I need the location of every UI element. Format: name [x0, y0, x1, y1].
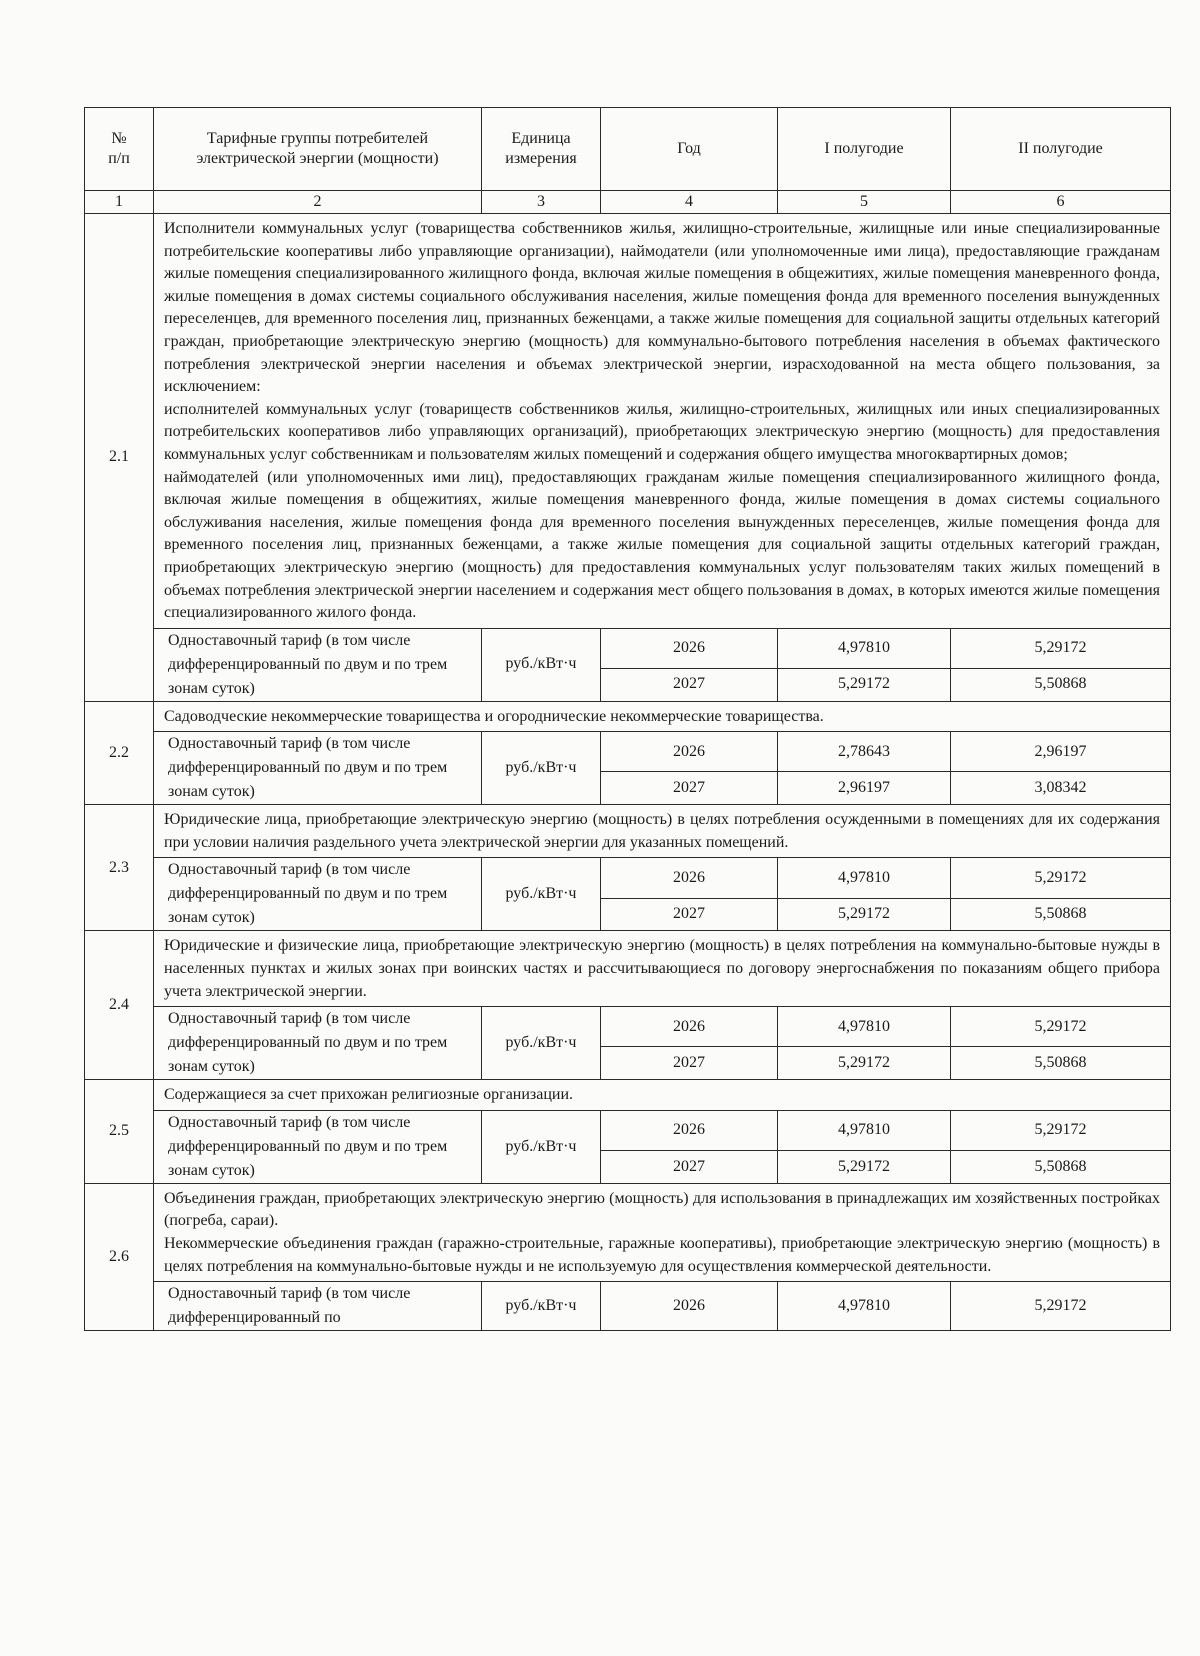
- tariff-name: Одноставочный тариф (в том числе дифференцированный по двум и по трем зонам суток): [154, 732, 482, 805]
- tariff-name: Одноставочный тариф (в том числе дифференцированный по двум и по трем зонам суток): [154, 628, 482, 701]
- description-paragraph: наймодателей (или уполномоченных ими лиц), предоставляющих гражданам жилые помещения специализированного жилищного фонда, включая жилые помещения в общежитиях, жилые помещения маневренного фонда, жилые помещения в домах системы социального обслуживания населения, жилые помещения фонда для временного поселения вынужденных переселенцев, жилые помещения фонда для временного поселения лиц, признанных беженцами, а также жилые помещения для социальной защиты отдельных категорий граждан, приобретающих электрическую энергию (мощность) для предоставления коммунальных услуг пользователям таких жилых помещений в объемах потребления электрической энергии населением и содержания мест общего пользования в домах, в которых имеются жилые помещения специализированного жилого фонда.: [164, 468, 1160, 622]
- column-number: 4: [601, 191, 778, 214]
- section-description-row: [85, 805, 1171, 858]
- description-paragraph: Содержащиеся за счет прихожан религиозные организации.: [164, 1086, 574, 1104]
- tariff-year: 2026: [601, 1007, 778, 1047]
- column-number: 1: [85, 191, 154, 214]
- tariff-unit: руб./кВт·ч: [482, 1110, 601, 1183]
- second-half-value: 5,50868: [951, 1047, 1171, 1080]
- header-consumer-groups: Тарифные группы потребителей электрической энергии (мощности): [154, 108, 482, 191]
- tariff-name: Одноставочный тариф (в том числе дифференцированный по двум и по трем зонам суток): [154, 858, 482, 931]
- first-half-value: 5,29172: [778, 898, 951, 931]
- section-description: [154, 701, 1171, 732]
- tariff-year: 2027: [601, 1150, 778, 1183]
- tariff-year: 2026: [601, 858, 778, 898]
- table-header-row: [85, 108, 1171, 191]
- tariff-year: 2027: [601, 1047, 778, 1080]
- section-number: 2.1: [85, 214, 154, 702]
- second-half-value: 5,29172: [951, 1110, 1171, 1150]
- tariff-name: Одноставочный тариф (в том числе дифференцированный по двум и по трем зонам суток): [154, 1110, 482, 1183]
- first-half-value: 5,29172: [778, 668, 951, 701]
- tariff-year: 2026: [601, 1282, 778, 1331]
- tariff-value-row: [85, 628, 1171, 668]
- column-number: 3: [482, 191, 601, 214]
- tariff-unit: руб./кВт·ч: [482, 1282, 601, 1331]
- second-half-value: 2,96197: [951, 732, 1171, 772]
- tariff-table: [84, 107, 1171, 1331]
- second-half-value: 5,50868: [951, 898, 1171, 931]
- first-half-value: 2,96197: [778, 772, 951, 805]
- section-description: [154, 1183, 1171, 1281]
- description-paragraph: Некоммерческие объединения граждан (гаражно-строительные, гаражные кооперативы), приобретающие электрическую энергию (мощность) в целях потребления на коммунально-бытовые нужды и не используемую для осуществления коммерческой деятельности.: [164, 1235, 1160, 1275]
- tariff-value-row: [85, 858, 1171, 898]
- second-half-value: 5,29172: [951, 858, 1171, 898]
- section-description-row: [85, 931, 1171, 1007]
- tariff-value-row: [85, 1007, 1171, 1047]
- tariff-name: Одноставочный тариф (в том числе дифференцированный по двум и по трем зонам суток): [154, 1007, 482, 1080]
- column-number: 2: [154, 191, 482, 214]
- section-description-row: [85, 1183, 1171, 1281]
- second-half-value: 5,50868: [951, 1150, 1171, 1183]
- tariff-year: 2027: [601, 772, 778, 805]
- header-number: № п/п: [85, 108, 154, 191]
- section-description-row: [85, 1080, 1171, 1111]
- section-description-row: [85, 701, 1171, 732]
- first-half-value: 2,78643: [778, 732, 951, 772]
- section-description: [154, 805, 1171, 858]
- first-half-value: 4,97810: [778, 628, 951, 668]
- section-description: [154, 214, 1171, 629]
- description-paragraph: Юридические и физические лица, приобретающие электрическую энергию (мощность) в целях потребления на коммунально-бытовые нужды в населенных пунктах и жилых зонах при воинских частях и рассчитывающиеся по договору энергоснабжения по показаниям общего прибора учета электрической энергии.: [164, 937, 1160, 1000]
- header-unit: Единица измерения: [482, 108, 601, 191]
- first-half-value: 4,97810: [778, 1282, 951, 1331]
- second-half-value: 5,29172: [951, 1282, 1171, 1331]
- tariff-unit: руб./кВт·ч: [482, 1007, 601, 1080]
- tariff-value-row: [85, 732, 1171, 772]
- tariff-year: 2027: [601, 668, 778, 701]
- first-half-value: 5,29172: [778, 1150, 951, 1183]
- description-paragraph: Юридические лица, приобретающие электрическую энергию (мощность) в целях потребления осужденными в помещениях для их содержания при условии наличия раздельного учета электрической энергии для указанных помещений.: [164, 811, 1160, 851]
- tariff-name: Одноставочный тариф (в том числе дифференцированный по: [154, 1282, 482, 1331]
- second-half-value: 5,29172: [951, 1007, 1171, 1047]
- column-number: 5: [778, 191, 951, 214]
- tariff-unit: руб./кВт·ч: [482, 628, 601, 701]
- section-number: 2.4: [85, 931, 154, 1080]
- section-description-row: [85, 214, 1171, 629]
- column-number: 6: [951, 191, 1171, 214]
- description-paragraph: Объединения граждан, приобретающих электрическую энергию (мощность) для использования в принадлежащих им хозяйственных постройках (погреба, сараи).: [164, 1189, 1160, 1230]
- tariff-year: 2026: [601, 1110, 778, 1150]
- tariff-year: 2026: [601, 628, 778, 668]
- tariff-year: 2027: [601, 898, 778, 931]
- section-number: 2.3: [85, 805, 154, 931]
- header-year: Год: [601, 108, 778, 191]
- first-half-value: 4,97810: [778, 1110, 951, 1150]
- second-half-value: 3,08342: [951, 772, 1171, 805]
- section-description: [154, 1080, 1171, 1111]
- description-paragraph: Садоводческие некоммерческие товарищества и огороднические некоммерческие товарищества.: [164, 707, 824, 725]
- description-paragraph: исполнителей коммунальных услуг (товариществ собственников жилья, жилищно-строительных, жилищных или иных специализированных потребительских кооперативов либо управляющих организаций), приобретающих электрическую энергию (мощность) для предоставления коммунальных услуг собственникам и пользователям жилых помещений и содержания общего имущества многоквартирных домов;: [164, 400, 1160, 463]
- section-number: 2.2: [85, 701, 154, 805]
- first-half-value: 4,97810: [778, 858, 951, 898]
- first-half-value: 4,97810: [778, 1007, 951, 1047]
- table-body: [85, 214, 1171, 1331]
- section-number: 2.6: [85, 1183, 154, 1330]
- second-half-value: 5,50868: [951, 668, 1171, 701]
- tariff-unit: руб./кВт·ч: [482, 732, 601, 805]
- tariff-unit: руб./кВт·ч: [482, 858, 601, 931]
- tariff-value-row: [85, 1282, 1171, 1331]
- section-number: 2.5: [85, 1080, 154, 1184]
- header-first-half: I полугодие: [778, 108, 951, 191]
- tariff-year: 2026: [601, 732, 778, 772]
- section-description: [154, 931, 1171, 1007]
- tariff-table-page: [84, 107, 1170, 1331]
- column-number-row: [85, 191, 1171, 214]
- first-half-value: 5,29172: [778, 1047, 951, 1080]
- second-half-value: 5,29172: [951, 628, 1171, 668]
- tariff-value-row: [85, 1110, 1171, 1150]
- header-second-half: II полугодие: [951, 108, 1171, 191]
- description-paragraph: Исполнители коммунальных услуг (товарищества собственников жилья, жилищно-строительные, жилищные или иные специализированные потребительские кооперативы либо управляющие организации), наймодатели (или уполномоченные ими лица), предоставляющие гражданам жилые помещения специализированного жилищного фонда, включая жилые помещения в общежитиях, жилые помещения маневренного фонда, жилые помещения в домах системы социального обслуживания населения, жилые помещения фонда для временного поселения вынужденных переселенцев, для временного поселения лиц, признанных беженцами, а также жилые помещения для социальной защиты отдельных категорий граждан, приобретающие электрическую энергию (мощность) для коммунально-бытового потребления населения в объемах фактического потребления электрической энергии населения и объемах электрической энергии, израсходованной на места общего пользования, за исключением:: [164, 220, 1160, 396]
